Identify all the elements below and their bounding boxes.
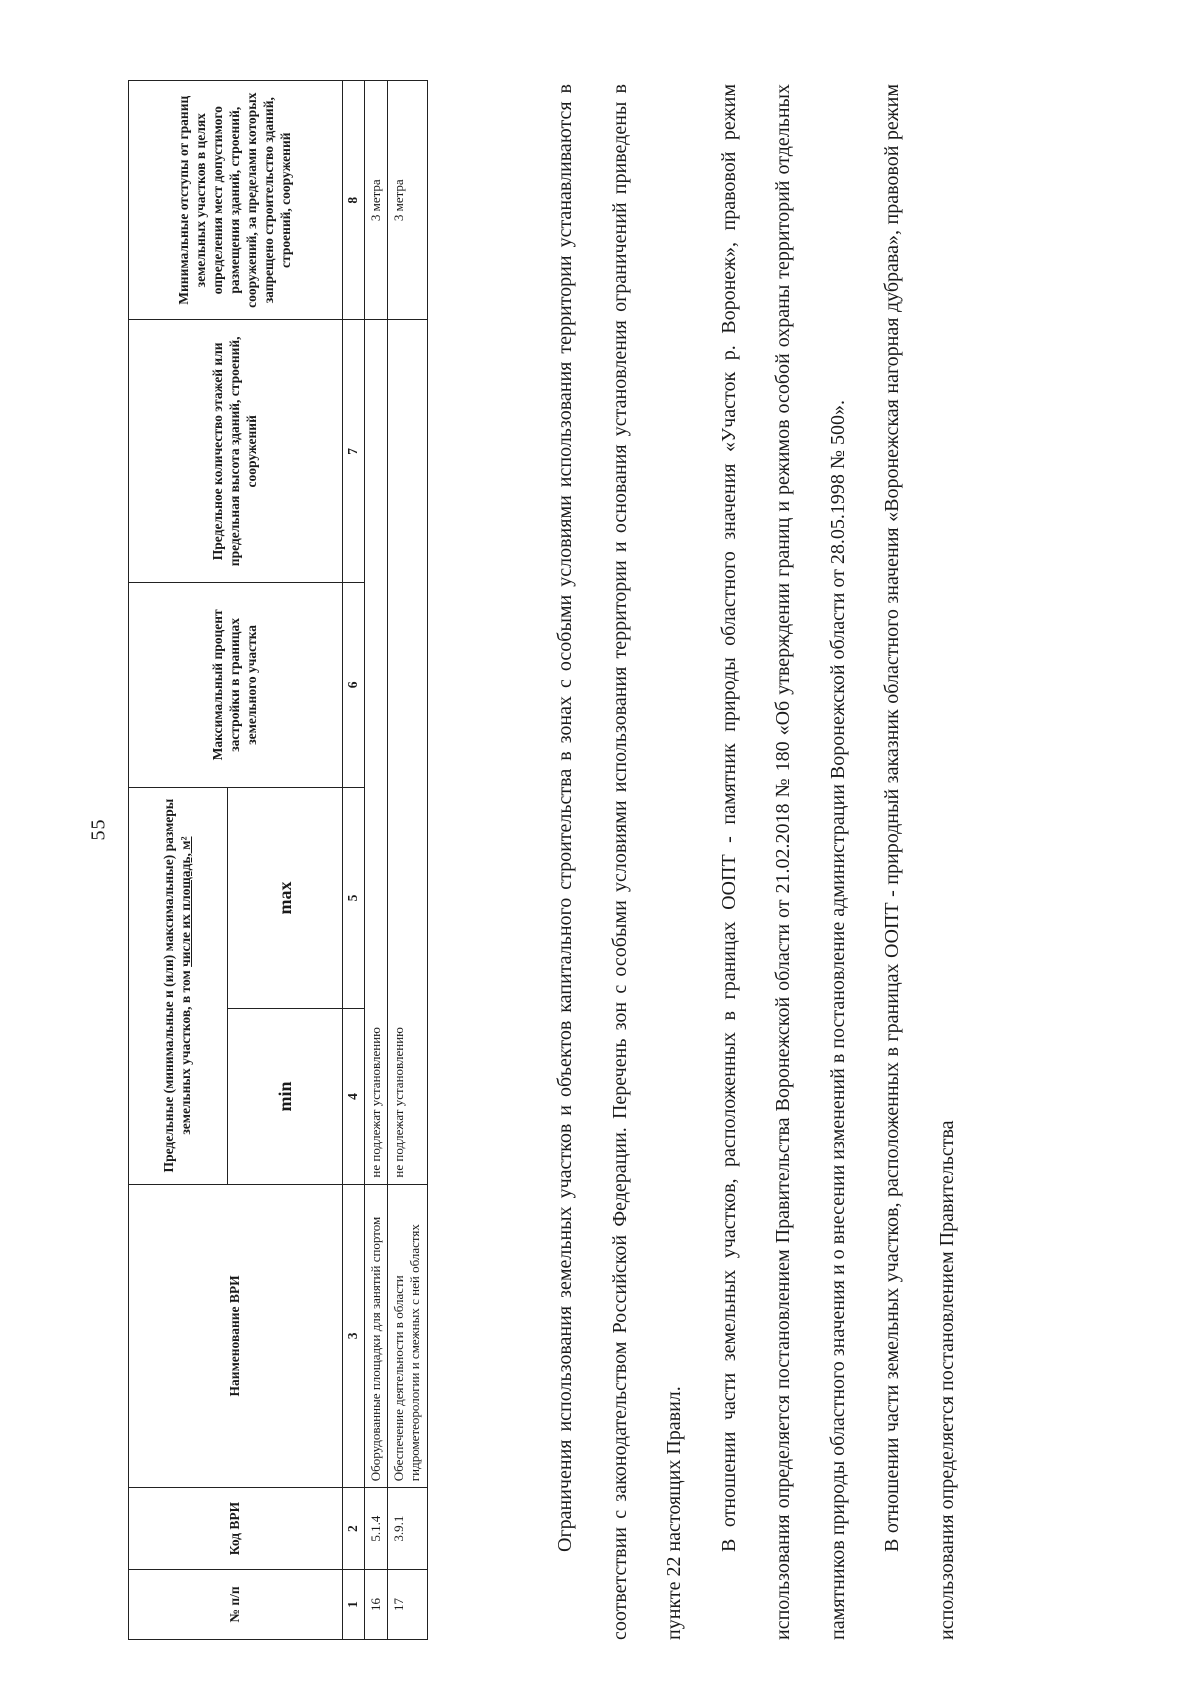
table-row [388,81,428,1640]
row-code: 5.1.4 [364,1488,387,1570]
column-number-row [343,81,365,1640]
page-content [118,80,1200,1640]
column-number: 6 [343,583,365,787]
column-number: 5 [343,787,365,1009]
header-code: Код ВРИ [129,1488,343,1570]
header-min: min [228,1009,343,1184]
row-name: Оборудованные площадки для занятий спортом [364,1184,387,1488]
column-number: 2 [343,1488,365,1570]
header-max-percent: Максимальный процент застройки в границах земельного участка [129,583,343,787]
header-num: № п/п [129,1569,343,1639]
row-name: Обеспечение деятельности в области гидрометеорологии и смежных с ней областях [388,1184,428,1488]
paragraph: Ограничения использования земельных участков и объектов капитального строительства в зонах с особыми условиями использования территории устанавливаются в соответствии с законодательством Российской Федерации. Перечень зон с особыми условиями использования территории и основания установления ограничений приведены в пункте 22 настоящих Правил. [554,84,685,1640]
column-number: 3 [343,1184,365,1488]
header-max: max [228,787,343,1009]
header-setbacks: Минимальные отступы от границ земельных участков в целях определения мест допустимого размещения зданий, строений, сооружений, за пределами которых запрещено строительство зданий, строений, сооружений [129,81,343,320]
row-size-value: не подлежат установлению [364,320,387,1184]
row-num: 17 [388,1569,428,1639]
row-setback: 3 метра [388,81,428,320]
column-number: 8 [343,81,365,320]
column-number: 4 [343,1009,365,1184]
header-area-underlined: числе их площадь, м² [178,836,193,967]
header-name: Наименование ВРИ [129,1184,343,1488]
paragraph: В отношении части земельных участков, расположенных в границах ООПТ - памятник природы областного значения «Участок р. Воронеж», правовой режим использования определяется постановлением Правительства Воронежской области от 21.02.2018 № 180 «Об утверждении границ и режимов особой охраны территорий отдельных памятников природы областного значения и о внесении изменений в постановление администрации Воронежской области от 28.05.1998 № 500». [717,84,849,1640]
page-number: 55 [87,818,110,841]
row-size-value: не подлежат установлению [388,320,428,1184]
header-floors: Предельное количество этажей или предельная высота зданий, строений, сооружений [129,320,343,583]
row-setback: 3 метра [364,81,387,320]
column-number: 7 [343,320,365,583]
row-num: 16 [364,1569,387,1639]
regulations-table [128,80,428,1640]
table-row [364,81,387,1640]
header-area-text: Предельные (минимальные и (или) максимальные) размеры земельных участков, в том [161,798,193,1173]
row-code: 3.9.1 [388,1488,428,1570]
paragraph: В отношении части земельных участков, расположенных в границах ООПТ - природный заказник областного значения «Воронежская нагорная дубрава», правовой режим использования определяется постановлением Правительства [881,84,958,1640]
body-text [538,84,974,1640]
column-number: 1 [343,1569,365,1639]
header-area-group [129,787,228,1184]
